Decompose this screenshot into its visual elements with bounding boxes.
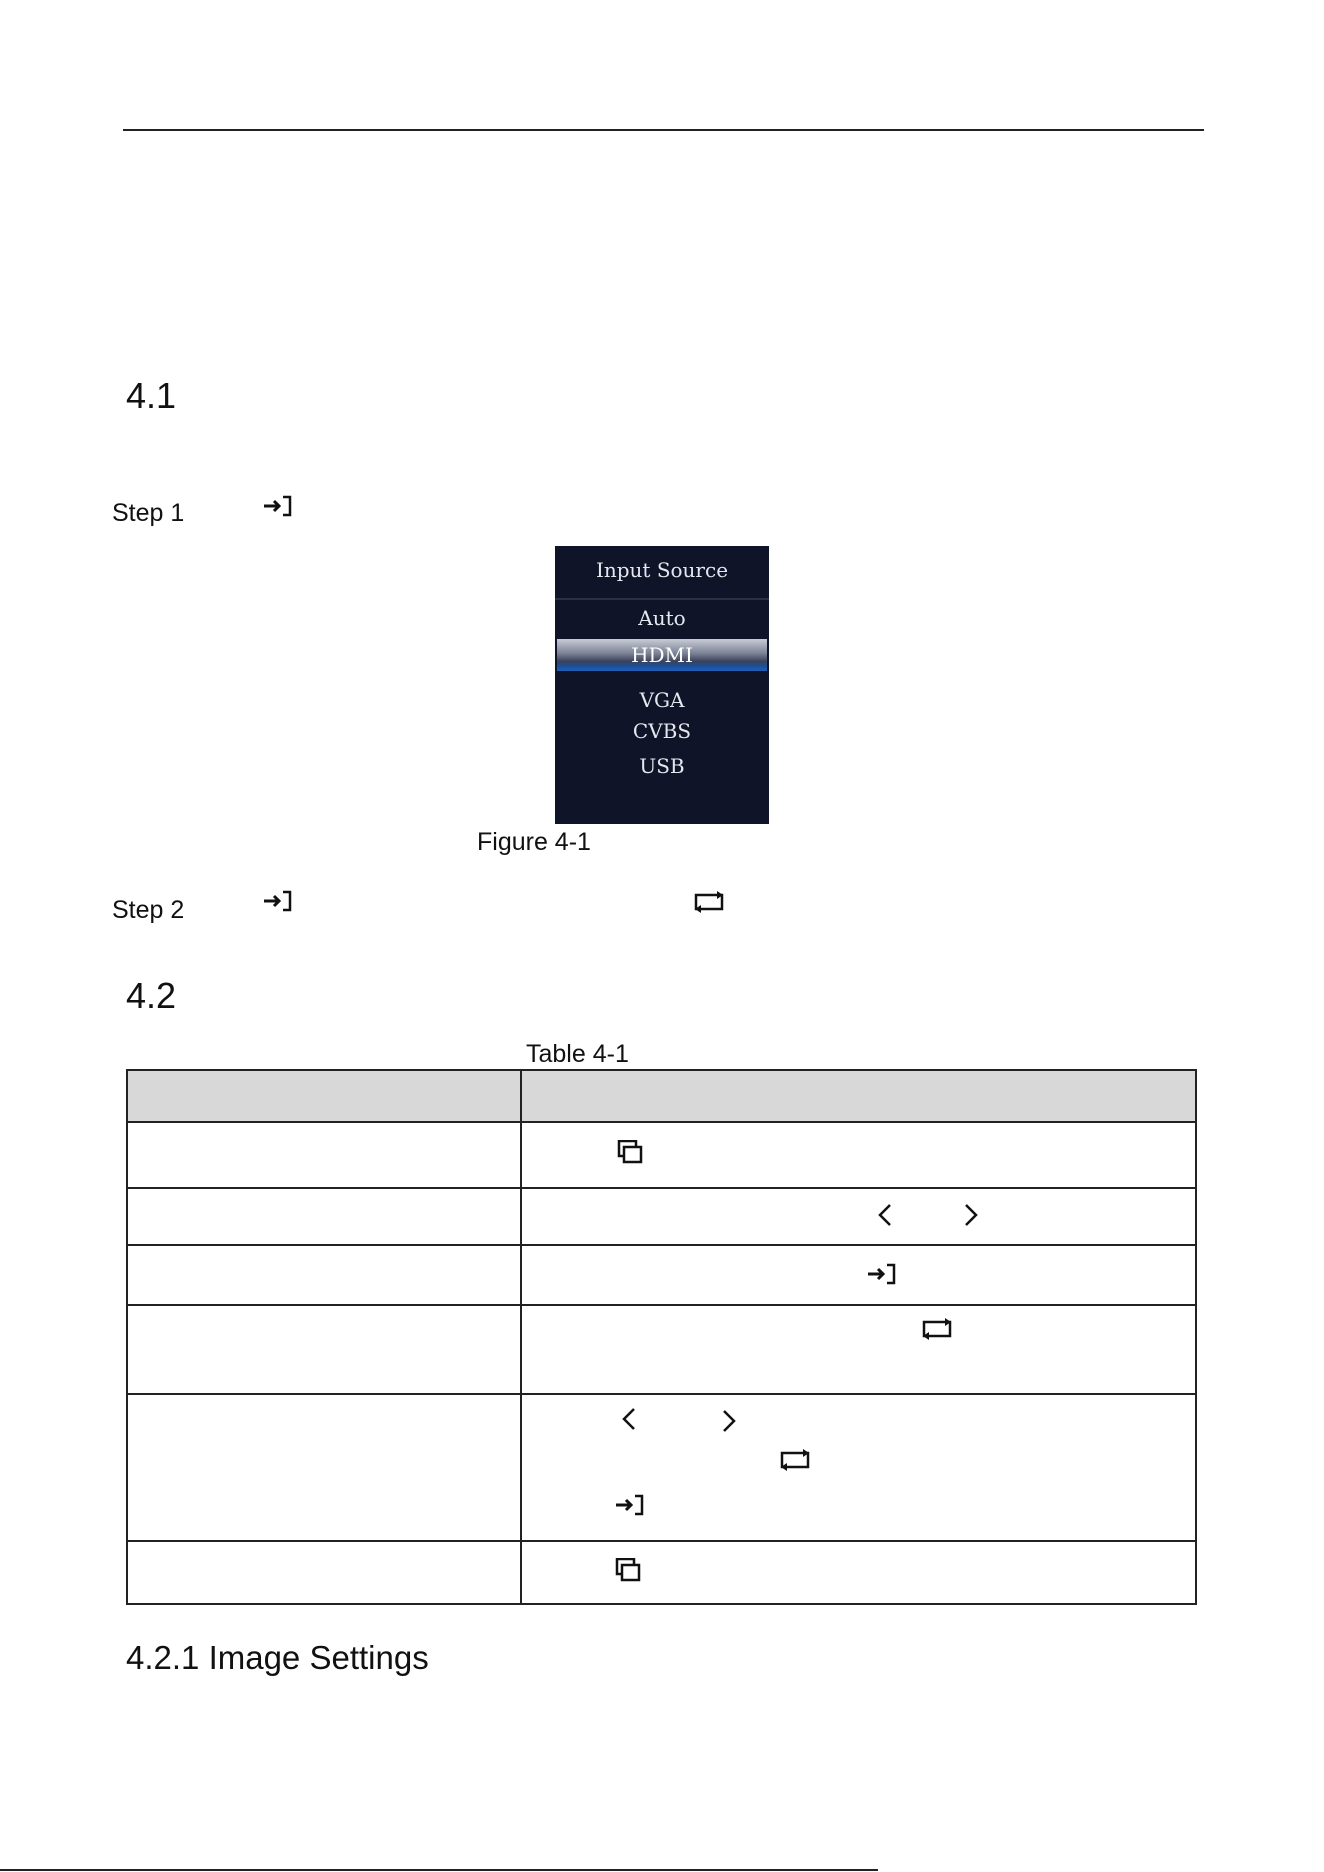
footer-rule (0, 1869, 878, 1871)
right-arrow-icon (956, 1203, 988, 1227)
return-icon (693, 890, 725, 914)
menu-icon (614, 1140, 646, 1164)
table-cell (521, 1541, 1196, 1604)
table-header-row (127, 1070, 1196, 1122)
table-row (127, 1305, 1196, 1394)
menu-icon (612, 1558, 644, 1582)
input-source-icon (866, 1262, 898, 1286)
menu-item-auto[interactable]: Auto (638, 606, 686, 630)
table-cell (127, 1122, 521, 1188)
table-caption: Table 4-1 (526, 1040, 629, 1068)
menu-title: Input Source (595, 558, 729, 582)
table-cell (127, 1541, 521, 1604)
table-row (127, 1394, 1196, 1541)
menu-divider (555, 598, 769, 600)
table-cell (521, 1188, 1196, 1245)
input-source-icon (262, 889, 294, 913)
table-cell (521, 1245, 1196, 1305)
input-source-icon (262, 494, 294, 518)
table-row (127, 1541, 1196, 1604)
table-row (127, 1188, 1196, 1245)
table-cell (127, 1305, 521, 1394)
table-cell (127, 1394, 521, 1541)
table-cell (127, 1188, 521, 1245)
table-row (127, 1245, 1196, 1305)
right-arrow-icon (714, 1409, 746, 1433)
input-source-menu (555, 546, 769, 824)
return-icon (921, 1317, 953, 1341)
image-settings-heading: 4.2.1 Image Settings (126, 1639, 429, 1676)
section-4-1-heading: 4.1 (126, 375, 177, 416)
section-4-2-heading: 4.2 (126, 975, 177, 1016)
figure-caption: Figure 4-1 (477, 828, 591, 856)
menu-item-vga[interactable]: VGA (639, 688, 685, 712)
table-cell (521, 1394, 1196, 1541)
table-cell (521, 1305, 1196, 1394)
header-rule (123, 129, 1204, 131)
menu-item-usb[interactable]: USB (639, 754, 685, 778)
table-row (127, 1122, 1196, 1188)
table-header-cell (127, 1070, 521, 1122)
step-1-label: Step 1 (112, 499, 185, 527)
step-2-label: Step 2 (112, 896, 185, 924)
left-arrow-icon (614, 1407, 646, 1431)
operations-table (126, 1069, 1197, 1605)
input-source-icon (614, 1493, 646, 1517)
table-header-cell (521, 1070, 1196, 1122)
table-cell (127, 1245, 521, 1305)
menu-item-hdmi[interactable]: HDMI (631, 643, 693, 667)
menu-item-cvbs[interactable]: CVBS (632, 719, 692, 743)
return-icon (779, 1448, 811, 1472)
left-arrow-icon (870, 1203, 902, 1227)
table-cell (521, 1122, 1196, 1188)
